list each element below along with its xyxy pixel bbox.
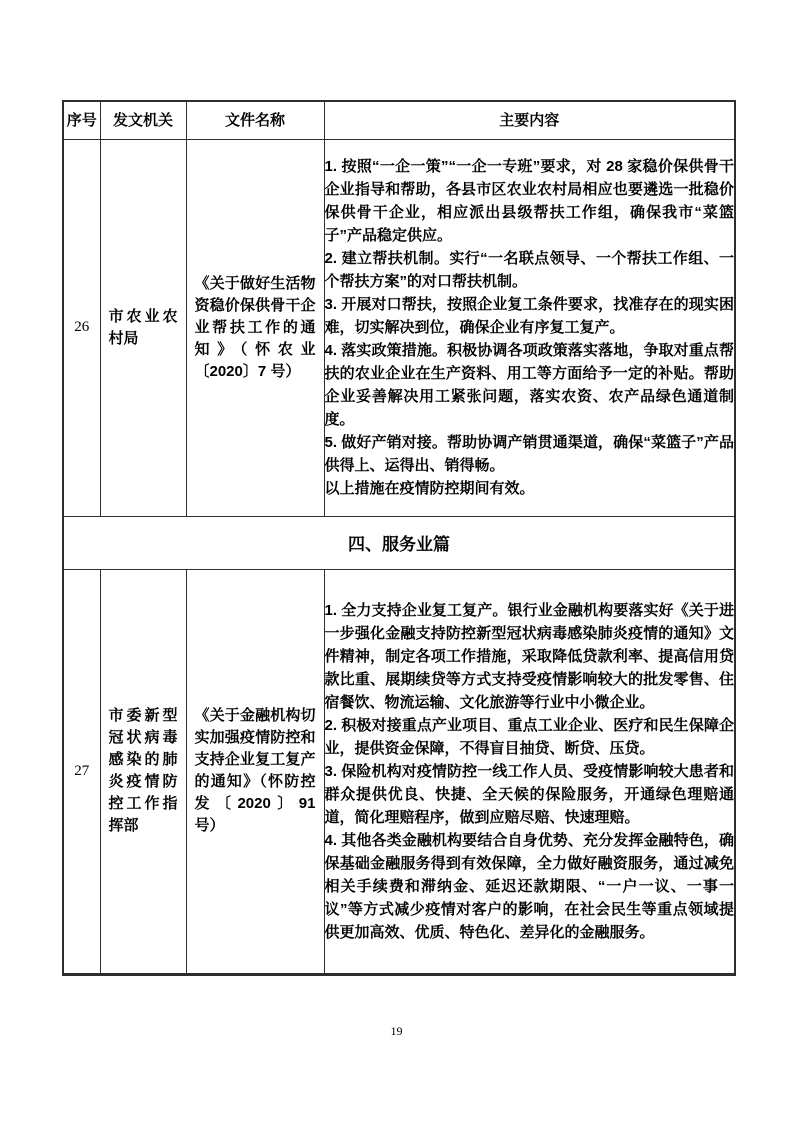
table-header-row	[63, 101, 735, 139]
header-cell-content: 主要内容	[324, 101, 735, 139]
row-26-agency: 市农业农村局	[108, 307, 178, 347]
header-cell-agency: 发文机关	[100, 101, 186, 139]
row-27-paragraph: 2. 积极对接重点产业项目、重点工业企业、医疗和民生保障企业，提供资金保障，不得盲目抽贷、断贷、压贷。	[324, 716, 734, 757]
table-row-26	[63, 139, 735, 516]
row-27-paragraph: 3. 保险机构对疫情防控一线工作人员、受疫情影响较大患者和群众提供优良、快捷、全天候的保险服务，开通绿色理赔通道，简化理赔程序，做到应赔尽赔、快速理赔。	[324, 762, 734, 826]
row-26-paragraph: 2. 建立帮扶机制。实行“一名联点领导、一个帮扶工作组、一个帮扶方案”的对口帮扶机制。	[324, 250, 734, 290]
policy-document-table	[62, 100, 736, 976]
row-27-document-cell	[186, 569, 324, 974]
row-27-agency-cell	[100, 569, 186, 974]
row-27-document-title: 《关于金融机构切实加强疫情防控和支持企业复工复产的通知》（怀防控发〔2020〕91 号）	[194, 707, 316, 834]
row-26-paragraph: 1. 按照“一企一策”“一企一专班”要求，对 28 家稳价保供骨干企业指导和帮助，各县市区农业农村局相应也要遴选一批稳价保供骨干企业，相应派出县级帮扶工作组，确保我市“菜篮子”产品稳定供应。	[324, 158, 734, 244]
section-title: 四、服务业篇	[63, 516, 735, 569]
row-26-agency-cell	[100, 139, 186, 516]
page-number: 19	[390, 1024, 403, 1038]
row-27-index: 27	[63, 569, 100, 974]
row-26-index: 26	[63, 139, 100, 516]
section-header-row	[63, 516, 735, 569]
row-26-paragraph: 5. 做好产销对接。帮助协调产销贯通渠道，确保“菜篮子”产品供得上、运得出、销得畅。	[324, 434, 734, 474]
table-row-27	[63, 569, 735, 974]
row-27-agency: 市委新型冠状病毒感染的肺炎疫情防控工作指挥部	[108, 707, 178, 834]
row-26-document-cell	[186, 139, 324, 516]
row-27-content-cell	[324, 569, 735, 974]
row-27-paragraph: 4. 其他各类金融机构要结合自身优势、充分发挥金融特色，确保基础金融服务得到有效保障，全力做好融资服务，通过减免相关手续费和滞纳金、延迟还款期限、“一户一议、一事一议”等方式减少疫情对客户的影响，在社会民生等重点领域提供更加高效、优质、特色化、差异化的金融服务。	[324, 831, 734, 941]
header-cell-index: 序号	[63, 101, 100, 139]
row-26-paragraph: 3. 开展对口帮扶，按照企业复工条件要求，找准存在的现实困难，切实解决到位，确保企业有序复工复产。	[324, 296, 734, 336]
header-cell-document: 文件名称	[186, 101, 324, 139]
row-26-document-title: 《关于做好生活物资稳价保供骨干企业帮扶工作的通知》（怀农业〔2020〕7 号）	[194, 274, 316, 380]
row-26-paragraph: 以上措施在疫情防控期间有效。	[324, 480, 535, 497]
row-26-content-cell	[324, 139, 735, 516]
row-26-paragraph: 4. 落实政策措施。积极协调各项政策落实落地，争取对重点帮扶的农业企业在生产资料、用工等方面给予一定的补贴。帮助企业妥善解决用工紧张问题，落实农资、农产品绿色通道制度。	[324, 342, 734, 428]
row-27-paragraph: 1. 全力支持企业复工复产。银行业金融机构要落实好《关于进一步强化金融支持防控新型冠状病毒感染肺炎疫情的通知》文件精神，制定各项工作措施，采取降低贷款利率、提高信用贷款比重、展期续贷等方式支持受疫情影响较大的批发零售、住宿餐饮、物流运输、文化旅游等行业中小微企业。	[324, 601, 734, 711]
